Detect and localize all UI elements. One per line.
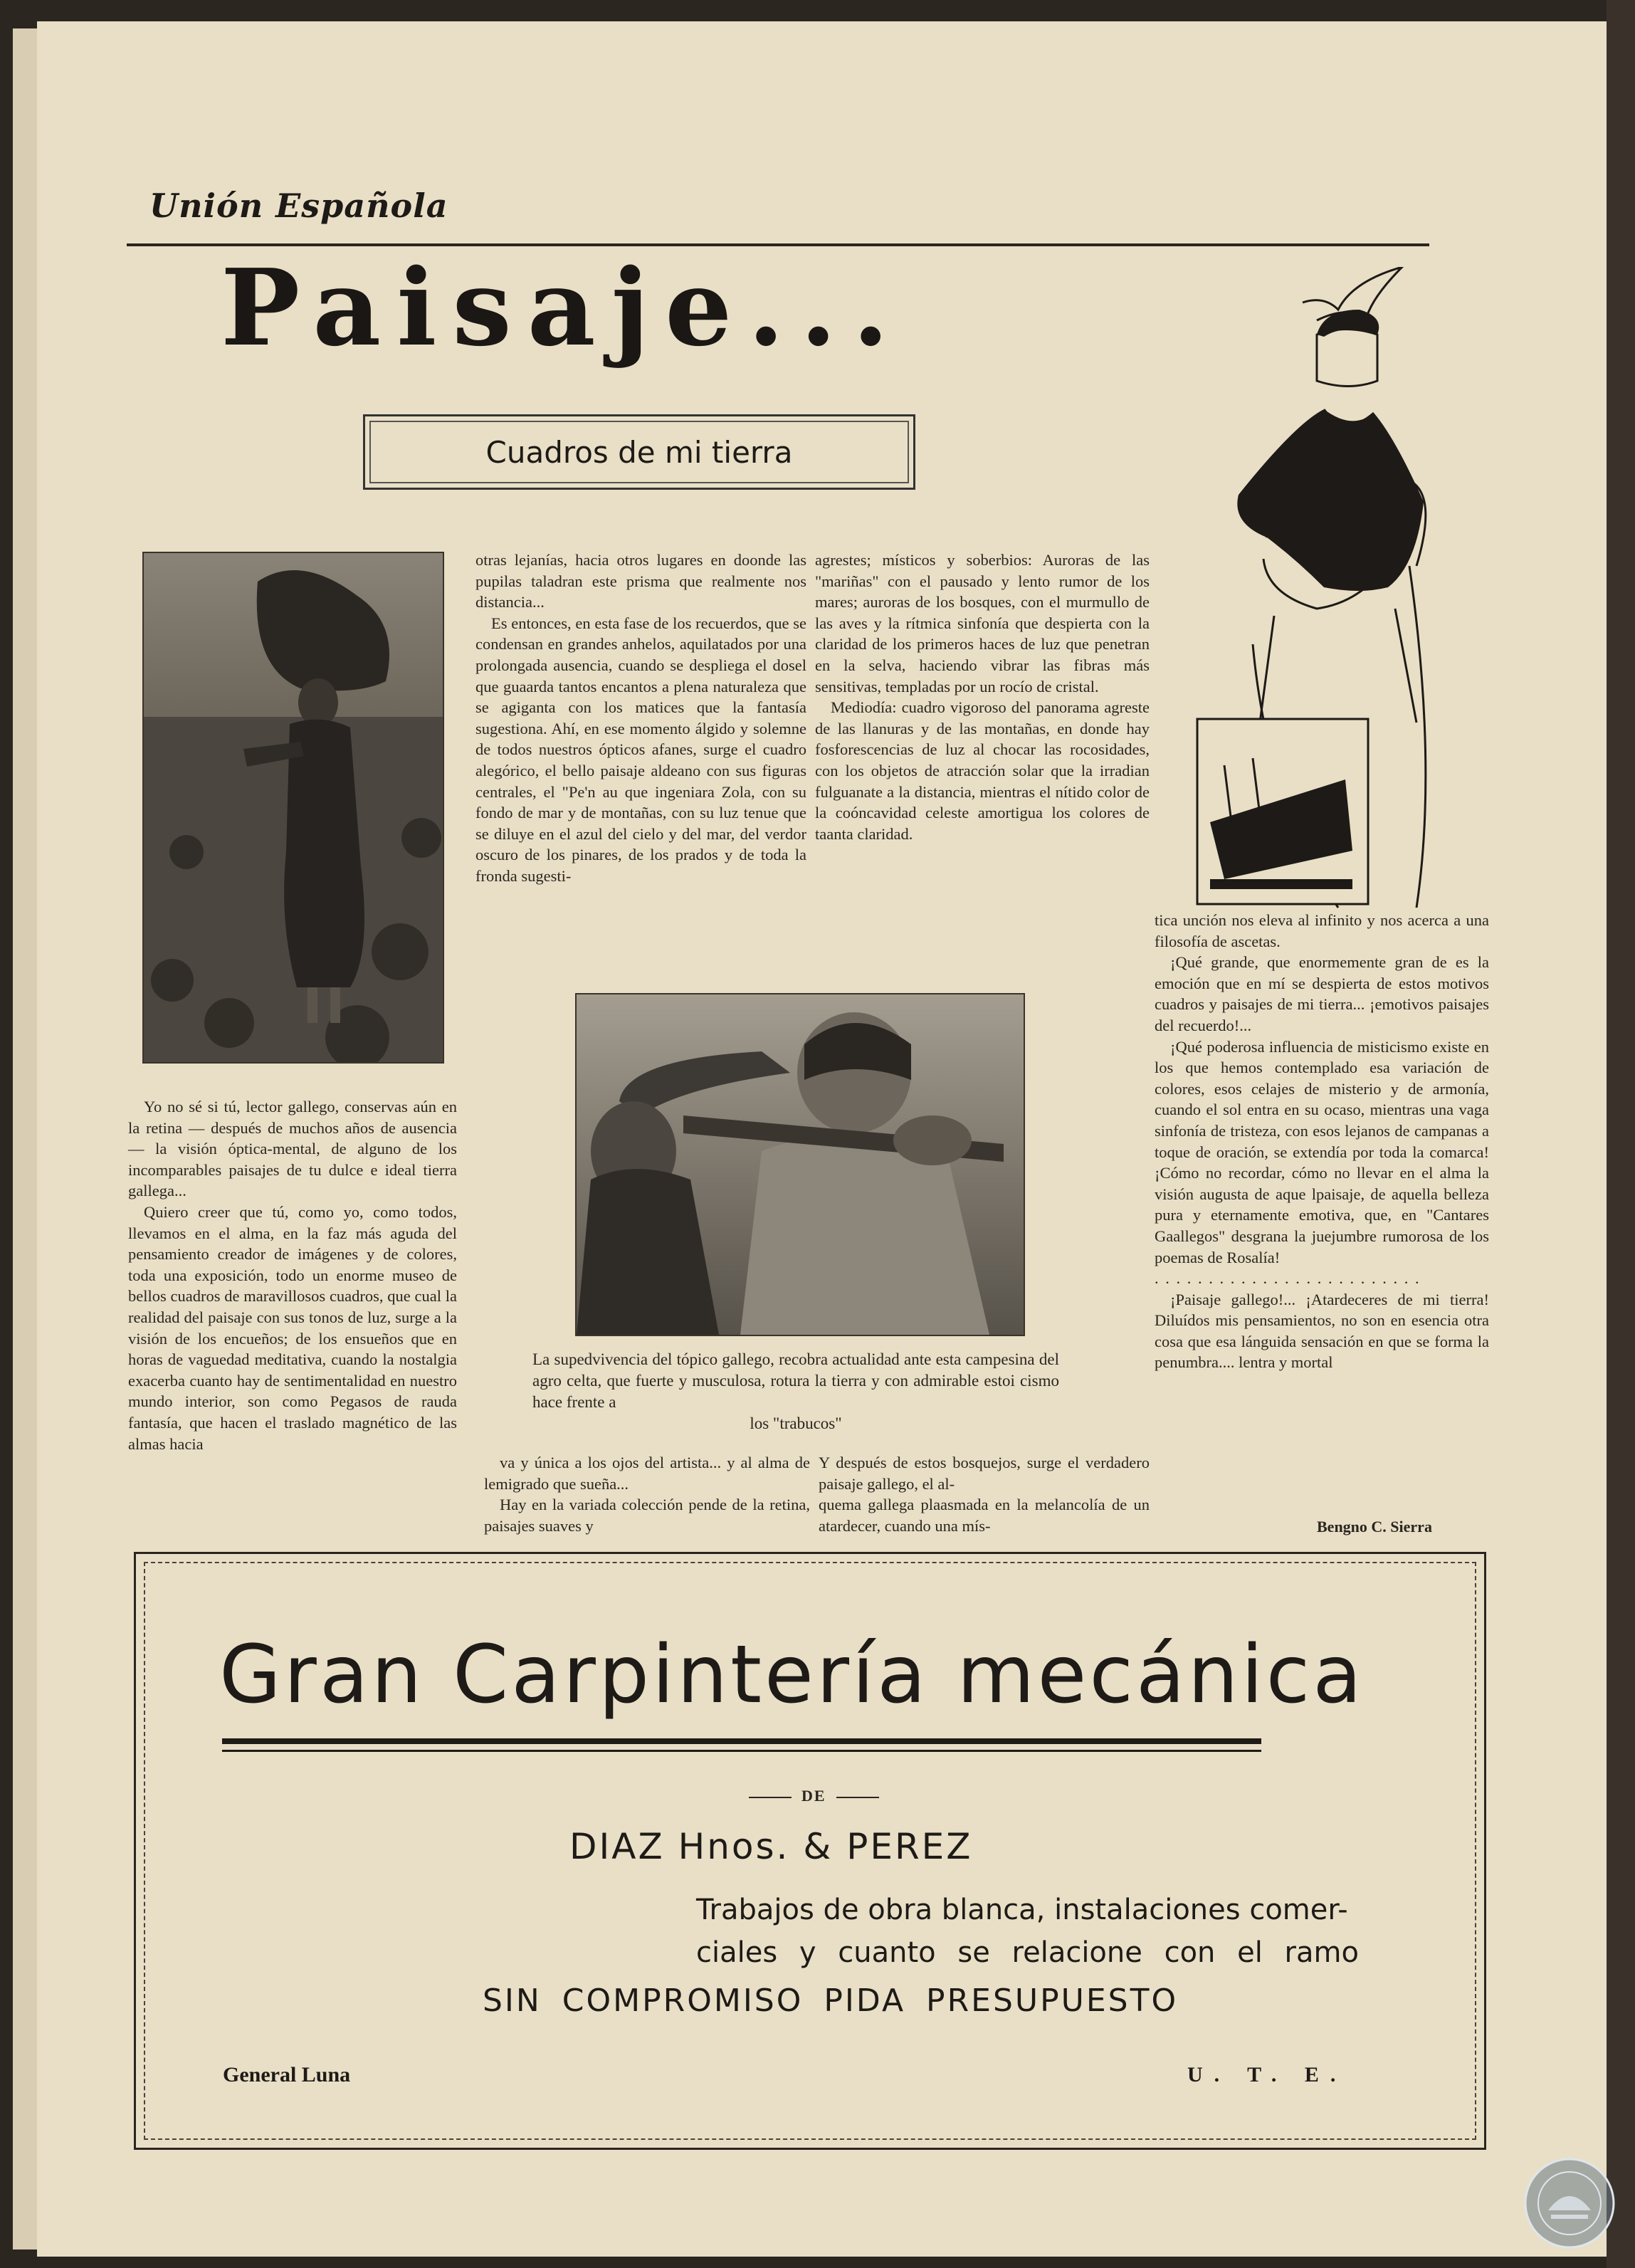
- article-column-2: [475, 550, 806, 887]
- photo-caption: [532, 1349, 1059, 1434]
- paragraph: tica unción nos eleva al infinito y nos acerca a una filosofía de ascetas.: [1155, 911, 1489, 950]
- ad-description-line-1: Trabajos de obra blanca, instalaciones comer-: [696, 1894, 1348, 1926]
- photo-woman-with-pickaxe: [575, 993, 1025, 1336]
- paragraph: agrestes; místicos y soberbios: Auroras de las "mariñas" con el pausado y lento rumor de los mares; auroras de los bosques, con el murmullo de las aves y la rítmica sinfonía que despierta con la claridad de los primeros haces de luz que penetran en la selva, haciendo vibrar las fibras más sensitivas, templadas por un rocío de cristal.: [815, 551, 1150, 695]
- paragraph: Hay en la variada colección pende de la retina, paisajes suaves y: [484, 1496, 810, 1535]
- article-column-2-continued: [484, 1452, 810, 1536]
- article-column-3-continued: [819, 1452, 1150, 1536]
- article-column-1: [128, 1096, 457, 1454]
- subtitle-text: Cuadros de mi tierra: [485, 434, 793, 470]
- photo-peasant-woman: [142, 552, 444, 1064]
- ad-firm-name: DIAZ Hnos. & PEREZ: [569, 1826, 973, 1867]
- ad-title: Gran Carpintería mecánica: [219, 1629, 1365, 1721]
- paragraph: Es entonces, en esta fase de los recuerdos, que se condensan en grandes anhelos, aquilatados por una prolongada ausencia, cuando se despliega el dosel que guaarda tantos encantos a plena naturaleza que se agiganta con los matices que la fantasía sugestiona. Ahí, en ese momento álgido y solemne de todos nuestros ópticos afanes, surge el cuadro alegórico, el bello paisaje aldeano con sus figuras centrales, el "Pe'n au que ingeniara Zola, con su fondo de mar y de montañas, con su luz tenue que se diluye en el azul del cielo y del mar, del verdor oscuro de los pinares, de los prados y de toda la fronda sugesti-: [475, 614, 806, 885]
- article-byline: Bengno C. Sierra: [1317, 1518, 1432, 1535]
- article-title: Paisaje...: [221, 246, 905, 369]
- paragraph: va y única a los ojos del artista... y al alma de lemigrado que sueña...: [484, 1454, 810, 1493]
- article-column-3: [815, 550, 1150, 844]
- advertisement: [134, 1552, 1486, 2150]
- ad-title-rule-thin: [222, 1750, 1261, 1752]
- article-subtitle: [363, 414, 915, 490]
- paragraph: ¡Qué poderosa influencia de misticismo existe en los que hemos contemplado esa variación de colores, esos celajes de misterio y de armonía, cuando el sol entra en su ocaso, mientras una vaga sinfonía de tristeza, con esos lejanos de campanas a toque de oración, se extendía por toda la comarca! ¡Cómo no recordar, cómo no llevar en el alma la visión augusta de aque lpaisaje, de aquella belleza pura y eternamente emotiva, que, en "Cantares Gaallegos" desgrana la juejumbre rumorosa de los poemas de Rosalía!: [1155, 1037, 1489, 1266]
- illustration-galician-woman: [1182, 267, 1466, 915]
- ad-code: U. T. E.: [1187, 2063, 1347, 2086]
- paragraph: Mediodía: cuadro vigoroso del panorama agreste de las llanuras y de las montañas, en donde hay fosforescencias de luz al chocar las rocosidades, con los objetos de atracción solar que la irradian fulguanate a la distancia, mientras el nítido color de la coóncavidad celeste amortigua los colores de taanta claridad.: [815, 698, 1150, 843]
- paragraph: Y después de estos bosquejos, surge el verdadero paisaje gallego, el al-: [819, 1454, 1150, 1493]
- ellipsis-line: . . . . . . . . . . . . . . . . . . . . . . . . .: [1155, 1269, 1421, 1288]
- masthead: Unión Española: [149, 187, 448, 225]
- article-column-4: [1155, 910, 1489, 1373]
- paragraph: ¡Qué grande, que enormemente gran de es la emoción que en mí se despierta de estos motivos cuadros y paisajes de mi tierra... ¡emotivos paisajes del recuerdo!...: [1155, 953, 1489, 1034]
- ad-description-line-2: ciales y cuanto se relacione con el ramo: [696, 1936, 1359, 1969]
- paragraph: quema gallega plaasmada en la melancolía de un atardecer, cuando una mís-: [819, 1496, 1150, 1535]
- ad-address: General Luna: [223, 2063, 351, 2086]
- ad-call-to-action: SIN COMPROMISO PIDA PRESUPUESTO: [483, 1983, 1179, 2019]
- paragraph: ¡Paisaje gallego!... ¡Atardeceres de mi tierra! Diluídos mis pensamientos, no son en esencia otra cosa que esa lánguida sensación en que se forma la penumbra.... lentra y mortal: [1155, 1290, 1489, 1372]
- library-stamp: [1520, 2153, 1619, 2253]
- caption-last-line: los "trabucos": [750, 1414, 842, 1432]
- ad-de: DE: [739, 1787, 889, 1805]
- paragraph: Yo no sé si tú, lector gallego, conservas aún en la retina — después de muchos años de ausencia — la visión óptica-mental, de alguno de los incomparables paisajes de tu dulce e ideal tierra gallega...: [128, 1098, 457, 1200]
- paragraph: Quiero creer que tú, como yo, como todos, llevamos en el alma, en la faz más aguda del pensamiento creador de imágenes y de colores, toda una exposición, todo un enorme museo de bellos cuadros de maravillosos cuadros, que cual la realidad del paisaje con sus tonos de luz, surge a la visión de los encueños; de los ensueños que en horas de vaguedad meditativa, cuando la nostalgia exacerba cuanto hay de sentimentalidad en nuestro mundo interior, son como Pegasos de rauda fantasía, que hacen el traslado magnético de las almas hacia: [128, 1202, 457, 1453]
- ad-title-rule: [222, 1738, 1261, 1744]
- paragraph: otras lejanías, hacia otros lugares en doonde las pupilas taladran este prisma que realmente nos distancia...: [475, 551, 806, 611]
- book-spine: [1607, 0, 1635, 2268]
- caption-text: La supedvivencia del tópico gallego, recobra actualidad ante esta campesina del agro celta, que fuerte y musculosa, rotura la tierra y con admirable estoi cismo hace frente a: [532, 1350, 1059, 1411]
